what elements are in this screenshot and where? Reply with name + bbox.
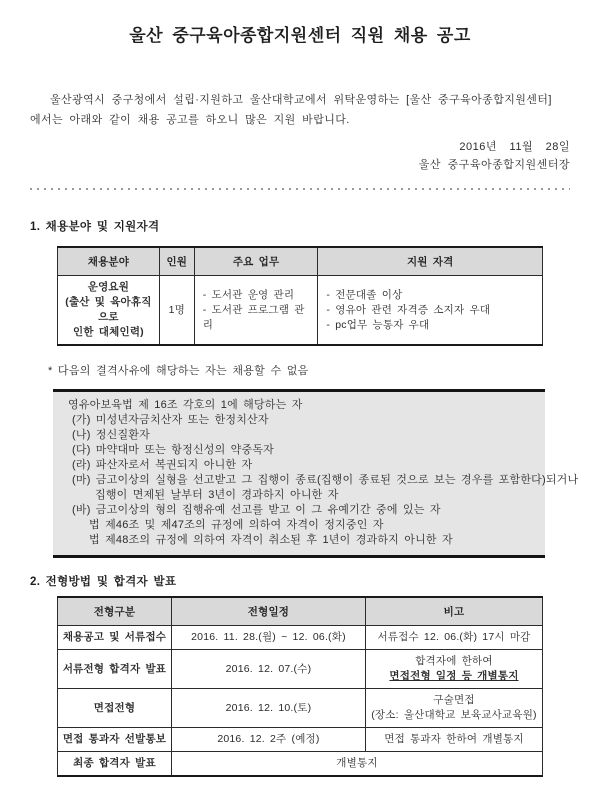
cell-merged-remark: 개별통지 (171, 752, 542, 777)
cell-remark: 면접 통과자 한하여 개별통지 (365, 728, 542, 752)
recruitment-table (57, 246, 543, 346)
header-stage: 전형구분 (58, 597, 172, 626)
schedule-table (57, 596, 543, 777)
box-line: (가) 미성년자금치산자 또는 한정치산자 (72, 414, 269, 426)
cell-stage: 면접전형 (58, 689, 172, 728)
cell-remark (365, 650, 542, 689)
header-headcount: 인원 (159, 247, 194, 276)
schedule-table-header-row (58, 597, 543, 626)
issue-date: 2016년 11월 28일 (459, 141, 570, 153)
dotted-separator (30, 188, 570, 190)
schedule-row-interview (58, 689, 543, 728)
qualification-line-1: - 전문대졸 이상 (326, 288, 403, 301)
cell-headcount: 1명 (159, 276, 194, 346)
header-remark: 비고 (365, 597, 542, 626)
field-line-1: 운영요원 (87, 281, 130, 293)
cell-remark (365, 689, 542, 728)
cell-stage: 서류전형 합격자 발표 (58, 650, 172, 689)
cell-stage: 최종 합격자 발표 (58, 752, 172, 777)
cell-schedule: 2016. 12. 2주 (예정) (171, 728, 365, 752)
issuer-name: 울산 중구육아종합지원센터장 (418, 159, 570, 171)
box-line: (바) 금고이상의 형의 집행유예 선고를 받고 이 그 유예기간 중에 있는 자 (72, 504, 441, 516)
header-schedule: 전형일정 (171, 597, 365, 626)
schedule-row-final (58, 752, 543, 777)
box-line: 집행이 면제된 날부터 3년이 경과하지 아니한 자 (95, 489, 339, 501)
intro-paragraph (30, 90, 570, 130)
duty-line-2: - 도서관 프로그램 관리 (202, 303, 305, 331)
schedule-row-interview-result (58, 728, 543, 752)
remark-line-1: 합격자에 한하여 (415, 655, 493, 667)
qualification-line-2: - 영유아 관련 자격증 소지자 우대 (326, 303, 491, 316)
remark-line-2: 면접전형 일정 등 개별통지 (389, 670, 519, 682)
section1-heading: 1. 채용분야 및 지원자격 (30, 221, 160, 233)
cell-field (58, 276, 160, 346)
field-line-2: (출산 및 육아휴직으로 (65, 296, 152, 323)
cell-schedule: 2016. 12. 10.(토) (171, 689, 365, 728)
box-line: (라) 파산자로서 복권되지 아니한 자 (72, 459, 253, 471)
header-duties: 주요 업무 (194, 247, 318, 276)
cell-schedule: 2016. 12. 07.(수) (171, 650, 365, 689)
disqualification-note: * 다음의 결격사유에 해당하는 자는 채용할 수 없음 (48, 365, 309, 377)
remark-line-2: (장소: 울산대학교 보육교사교육원) (371, 709, 537, 721)
page-title: 울산 중구육아종합지원센터 직원 채용 공고 (129, 26, 471, 45)
box-line: 영유아보육법 제 16조 각호의 1에 해당하는 자 (68, 399, 303, 411)
box-line: (나) 정신질환자 (72, 429, 150, 441)
header-field: 채용분야 (58, 247, 160, 276)
schedule-row-application (58, 626, 543, 650)
schedule-table-wrap (57, 596, 543, 777)
recruitment-table-wrap (57, 246, 543, 346)
cell-stage: 면접 통과자 선발통보 (58, 728, 172, 752)
qualification-line-3: - pc업무 능통자 우대 (326, 318, 430, 331)
disqualification-box (53, 389, 579, 558)
schedule-row-document-result (58, 650, 543, 689)
header-qualifications: 지원 자격 (318, 247, 543, 276)
recruitment-table-row (58, 276, 543, 346)
box-line: (마) 금고이상의 실형을 선고받고 그 집행이 종료(집행이 종료된 것으로 보는 경우를 포함한다)되거나 (72, 474, 579, 486)
duty-line-1: - 도서관 운영 관리 (202, 288, 295, 301)
remark-line-1: 구술면접 (433, 694, 475, 706)
box-line: 법 제48조의 규정에 의하여 자격이 취소된 후 1년이 경과하지 아니한 자 (89, 534, 453, 546)
field-line-3: 인한 대체인력) (72, 326, 144, 338)
box-line: (다) 마약대마 또는 항정신성의 약중독자 (72, 444, 274, 456)
cell-qualifications (318, 276, 543, 346)
intro-line-2: 에서는 아래와 같이 채용 공고를 하오니 많은 지원 바랍니다. (30, 114, 350, 126)
cell-duties (194, 276, 318, 346)
box-line: 법 제46조 및 제47조의 규정에 의하여 자격이 정지중인 자 (89, 519, 384, 531)
cell-stage: 채용공고 및 서류접수 (58, 626, 172, 650)
intro-line-1: 울산광역시 중구청에서 설립·지원하고 울산대학교에서 위탁운영하는 [울산 중구육아종합지원센터] (50, 94, 552, 106)
cell-remark: 서류접수 12. 06.(화) 17시 마감 (365, 626, 542, 650)
cell-schedule: 2016. 11. 28.(월) ~ 12. 06.(화) (171, 626, 365, 650)
section2-heading: 2. 전형방법 및 합격자 발표 (30, 576, 177, 588)
recruitment-table-header-row (58, 247, 543, 276)
